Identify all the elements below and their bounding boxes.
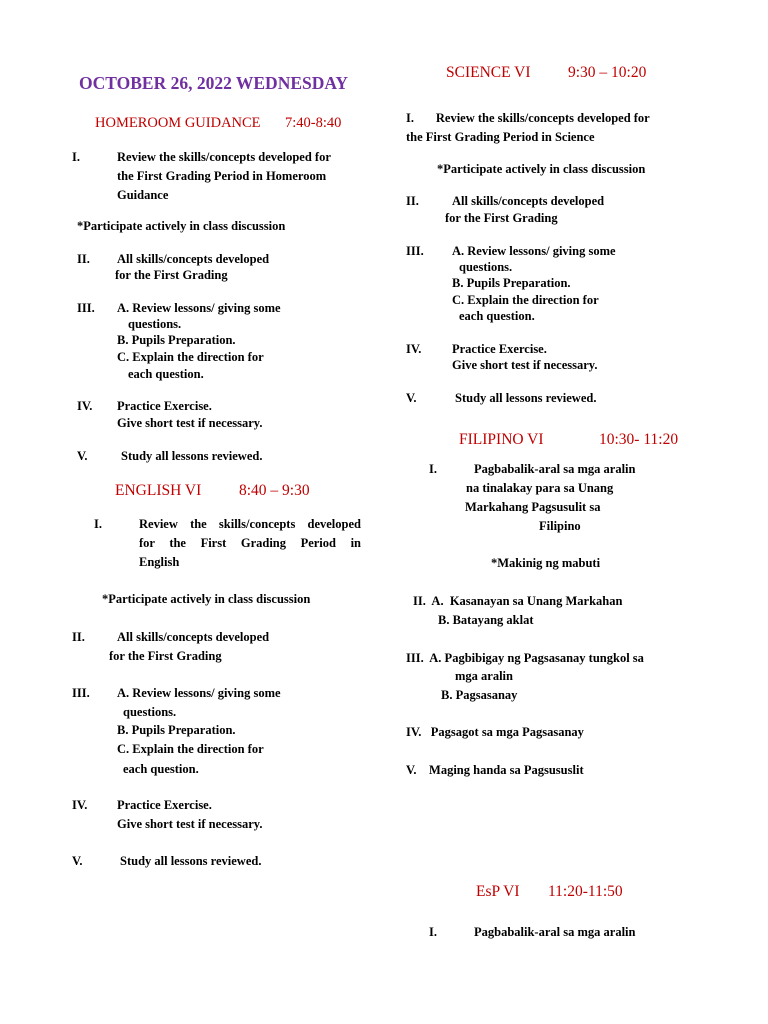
english-v-num: V. bbox=[72, 854, 83, 868]
filipino-iii-line: mga aralin bbox=[455, 669, 513, 683]
homeroom-ii-line: for the First Grading bbox=[115, 268, 228, 282]
esp-time: 11:20-11:50 bbox=[548, 883, 623, 900]
english-ii-num: II. bbox=[72, 630, 85, 644]
homeroom-iv-line: Practice Exercise. bbox=[117, 399, 212, 413]
homeroom-iv-line: Give short test if necessary. bbox=[117, 416, 263, 430]
homeroom-time: 7:40-8:40 bbox=[285, 115, 342, 131]
english-participate: *Participate actively in class discussion bbox=[102, 592, 311, 606]
science-iii-line: questions. bbox=[459, 260, 513, 274]
science-iv-num: IV. bbox=[406, 342, 422, 356]
english-time: 8:40 – 9:30 bbox=[239, 482, 310, 499]
homeroom-iii-line: A. Review lessons/ giving some bbox=[117, 301, 281, 315]
homeroom-iii-line: B. Pupils Preparation. bbox=[117, 333, 236, 347]
science-iii-num: III. bbox=[406, 244, 424, 258]
homeroom-i-line: Guidance bbox=[117, 188, 169, 202]
homeroom-participate: *Participate actively in class discussion bbox=[77, 219, 286, 233]
english-ii-line: for the First Grading bbox=[109, 649, 222, 663]
filipino-i-line: na tinalakay para sa Unang bbox=[466, 481, 614, 495]
homeroom-subject: HOMEROOM GUIDANCE bbox=[95, 115, 261, 131]
science-subject: SCIENCE VI bbox=[446, 64, 531, 81]
homeroom-i-line: Review the skills/concepts developed for bbox=[117, 150, 331, 164]
english-ii-line: All skills/concepts developed bbox=[117, 630, 270, 644]
english-subject: ENGLISH VI bbox=[115, 482, 202, 499]
homeroom-v-num: V. bbox=[77, 449, 88, 463]
homeroom-ii-line: All skills/concepts developed bbox=[117, 252, 270, 266]
filipino-i-line: Pagbabalik-aral sa mga aralin bbox=[474, 462, 636, 476]
homeroom-i-line: the First Grading Period in Homeroom bbox=[117, 169, 327, 183]
english-i-line: Review the skills/concepts developed bbox=[139, 517, 361, 531]
science-i-line: the First Grading Period in Science bbox=[406, 130, 595, 144]
science-iii-line: C. Explain the direction for bbox=[452, 293, 599, 307]
english-iii-line: each question. bbox=[123, 762, 199, 776]
english-i-num: I. bbox=[94, 517, 102, 531]
homeroom-ii-num: II. bbox=[77, 252, 90, 266]
english-iii-num: III. bbox=[72, 686, 90, 700]
science-v-text: Study all lessons reviewed. bbox=[455, 391, 597, 405]
english-v-text: Study all lessons reviewed. bbox=[120, 854, 262, 868]
english-iii-line: C. Explain the direction for bbox=[117, 742, 264, 756]
science-i-line: I. Review the skills/concepts developed for bbox=[406, 111, 650, 125]
science-v-num: V. bbox=[406, 391, 417, 405]
science-ii-line: All skills/concepts developed bbox=[452, 194, 605, 208]
esp-subject: EsP VI bbox=[476, 883, 520, 900]
homeroom-iii-num: III. bbox=[77, 301, 95, 315]
filipino-i-line: Markahang Pagsusulit sa bbox=[465, 500, 601, 514]
english-iv-line: Practice Exercise. bbox=[117, 798, 212, 812]
filipino-iv-text: IV. Pagsagot sa mga Pagsasanay bbox=[406, 725, 584, 739]
homeroom-iii-line: C. Explain the direction for bbox=[117, 350, 264, 364]
filipino-iii-line: B. Pagsasanay bbox=[441, 688, 518, 702]
science-participate: *Participate actively in class discussion bbox=[437, 162, 646, 176]
science-iii-line: each question. bbox=[459, 309, 535, 323]
homeroom-iii-line: questions. bbox=[128, 317, 182, 331]
english-iii-line: A. Review lessons/ giving some bbox=[117, 686, 281, 700]
english-iv-num: IV. bbox=[72, 798, 88, 812]
filipino-makinig: *Makinig ng mabuti bbox=[491, 556, 601, 570]
science-iii-line: A. Review lessons/ giving some bbox=[452, 244, 616, 258]
homeroom-iv-num: IV. bbox=[77, 399, 93, 413]
filipino-subject: FILIPINO VI bbox=[459, 431, 544, 448]
science-ii-num: II. bbox=[406, 194, 419, 208]
filipino-time: 10:30- 11:20 bbox=[599, 431, 679, 448]
science-time: 9:30 – 10:20 bbox=[568, 64, 647, 81]
filipino-i-line: Filipino bbox=[539, 519, 581, 533]
english-iii-line: B. Pupils Preparation. bbox=[117, 723, 236, 737]
english-i-line: English bbox=[139, 555, 180, 569]
date-title: OCTOBER 26, 2022 WEDNESDAY bbox=[79, 73, 349, 93]
homeroom-v-text: Study all lessons reviewed. bbox=[121, 449, 263, 463]
english-iv-line: Give short test if necessary. bbox=[117, 817, 263, 831]
filipino-ii-line: II. A. Kasanayan sa Unang Markahan bbox=[413, 594, 623, 608]
esp-i-text: Pagbabalik-aral sa mga aralin bbox=[474, 925, 636, 939]
homeroom-i-num: I. bbox=[72, 150, 80, 164]
science-iv-line: Practice Exercise. bbox=[452, 342, 547, 356]
homeroom-iii-line: each question. bbox=[128, 367, 204, 381]
esp-i-num: I. bbox=[429, 925, 437, 939]
filipino-ii-line: B. Batayang aklat bbox=[438, 613, 534, 627]
filipino-v-text: V. Maging handa sa Pagsususlit bbox=[406, 763, 584, 777]
filipino-i-num: I. bbox=[429, 462, 437, 476]
filipino-iii-line: III. A. Pagbibigay ng Pagsasanay tungkol sa bbox=[406, 651, 644, 665]
science-iii-line: B. Pupils Preparation. bbox=[452, 276, 571, 290]
science-iv-line: Give short test if necessary. bbox=[452, 358, 598, 372]
english-i-line: for the First Grading Period in bbox=[139, 536, 361, 550]
science-ii-line: for the First Grading bbox=[445, 211, 558, 225]
english-iii-line: questions. bbox=[123, 705, 177, 719]
